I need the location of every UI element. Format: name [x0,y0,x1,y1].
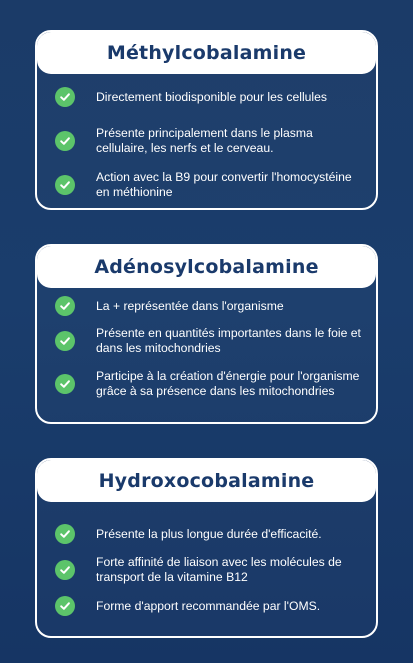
card-header [37,32,376,74]
check-circle-icon [55,524,75,544]
list-item [55,596,364,616]
item-text: Présente la plus longue durée d'efficacité. [96,526,322,541]
item-text: Participe à la création d'énergie pour l'organisme grâce à sa présence dans les mitochondries [96,369,360,398]
list-item [55,296,364,316]
card-adenosylcobalamine [35,244,378,424]
list-item [55,524,364,544]
card-title: Méthylcobalamine [106,42,307,64]
item-text: Présente en quantités importantes dans le foie et dans les mitochondries [96,326,361,355]
card-title: Hydroxocobalamine [98,470,315,492]
check-circle-icon [55,560,75,580]
check-circle-icon [55,87,75,107]
item-text: Directement biodisponible pour les cellules [96,89,328,104]
card-title: Adénosylcobalamine [94,256,319,278]
card-header [37,460,376,502]
list-item [55,126,364,156]
item-text: Présente principalement dans le plasma cellulaire, les nerfs et le cerveau. [96,126,313,155]
check-circle-icon [55,374,75,394]
item-text: La + représentée dans l'organisme [96,298,284,313]
check-circle-icon [55,296,75,316]
card-methylcobalamine [35,30,378,210]
check-circle-icon [55,131,75,151]
check-circle-icon [55,331,75,351]
list-item [55,555,364,585]
check-circle-icon [55,175,75,195]
list-item [55,369,364,399]
card-hydroxocobalamine [35,458,378,638]
card-header [37,246,376,288]
item-text: Forme d'apport recommandée par l'OMS. [96,598,321,613]
list-item [55,326,364,356]
list-item [55,170,364,200]
item-text: Action avec la B9 pour convertir l'homocystéine en méthionine [96,170,352,199]
list-item [55,87,364,107]
check-circle-icon [55,596,75,616]
item-text: Forte affinité de liaison avec les molécules de transport de la vitamine B12 [96,555,342,584]
